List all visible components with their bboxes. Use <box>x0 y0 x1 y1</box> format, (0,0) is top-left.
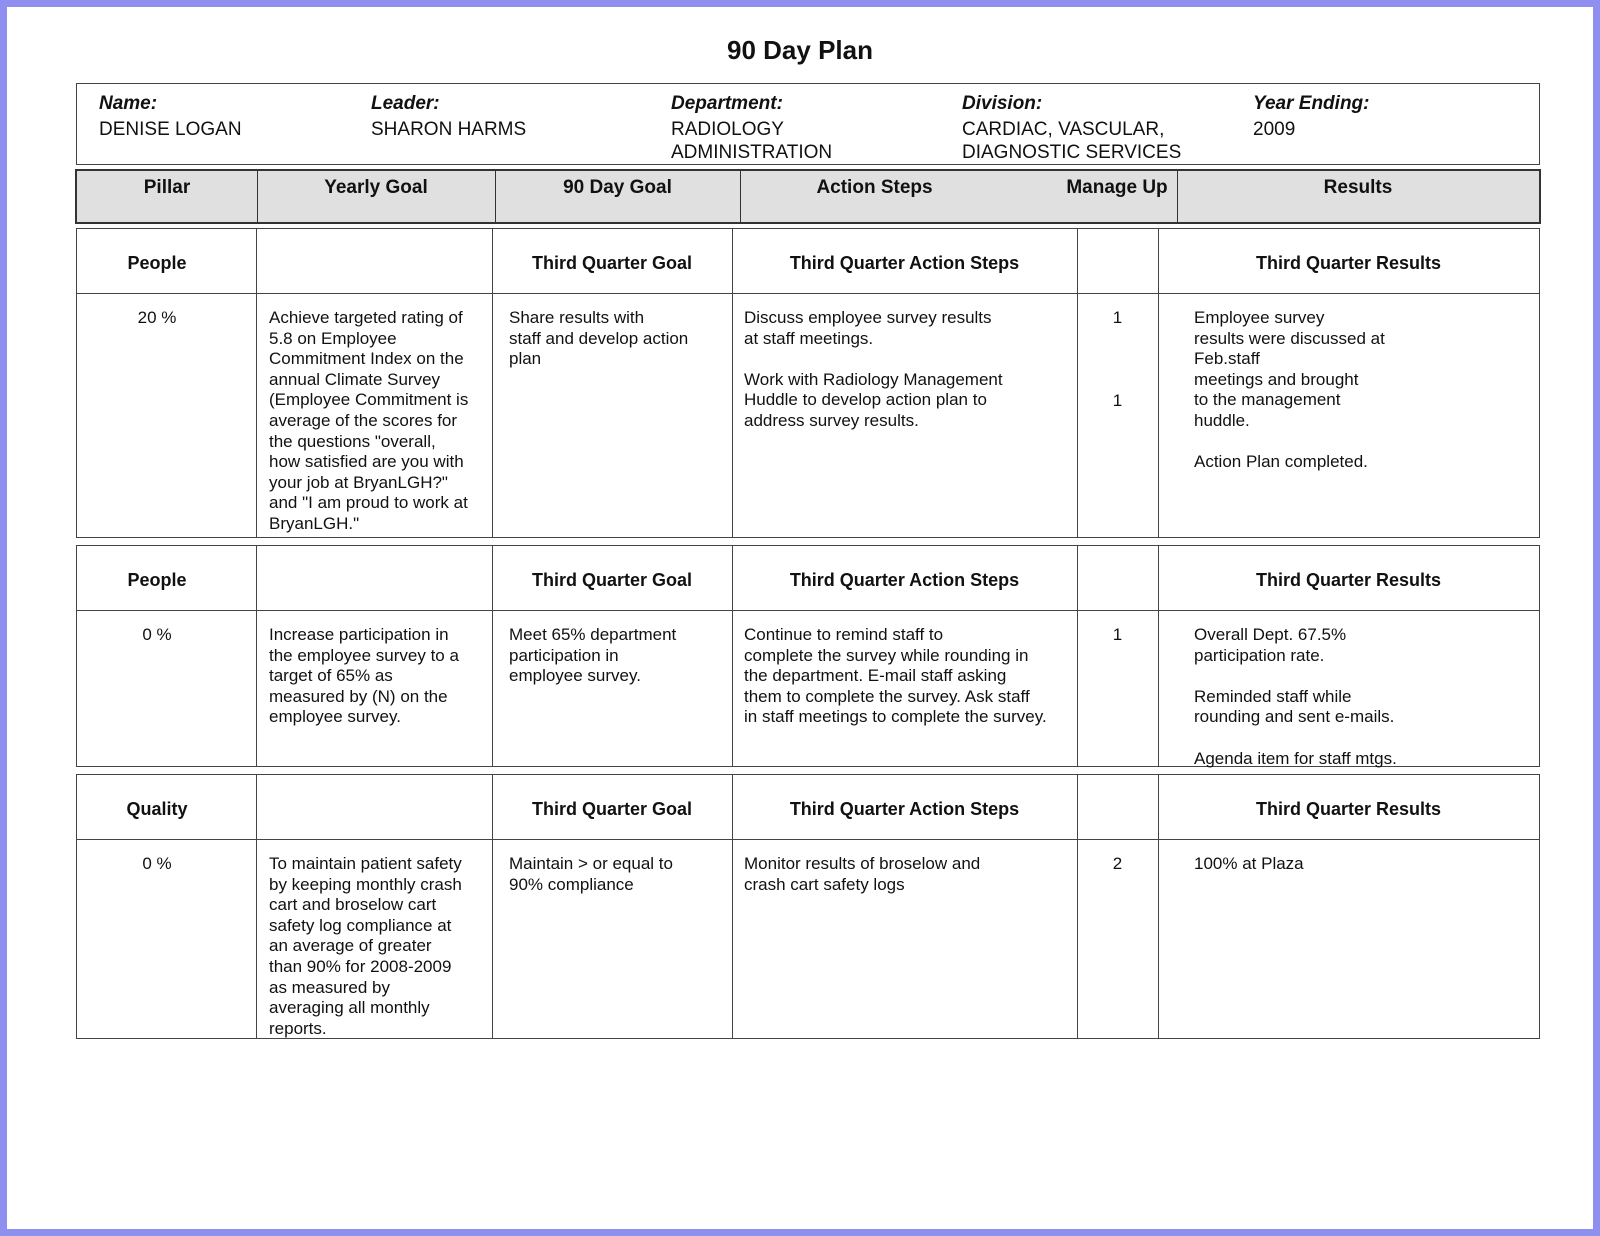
pillar-label: People <box>127 570 187 590</box>
year-ending-field <box>1253 92 1369 141</box>
day90-goal-text: Maintain > or equal to 90% compliance <box>509 854 673 894</box>
day90-goal-text: Meet 65% department participation in employee survey. <box>509 625 677 686</box>
header-manage-up: Manage Up <box>1066 177 1168 198</box>
quarter-results-heading: Third Quarter Results <box>1255 570 1442 590</box>
name-field <box>99 92 242 141</box>
quarter-action-heading: Third Quarter Action Steps <box>789 799 1020 819</box>
yearly-goal-text: Achieve targeted rating of 5.8 on Employee Commitment Index on the annual Climate Survey (Employee Commitment is average of the scores for the questions "overall, how satisfied are you with your job at BryanLGH?" and "I am proud to work at BryanLGH." <box>269 308 469 533</box>
pillar-label: People <box>127 253 187 273</box>
quarter-goal-heading: Third Quarter Goal <box>531 570 693 590</box>
day90-goal-text: Share results with staff and develop action plan <box>509 308 689 369</box>
header-pillar: Pillar <box>143 177 191 198</box>
quarter-results-heading: Third Quarter Results <box>1255 253 1442 273</box>
employee-info-box <box>76 83 1540 165</box>
action-steps-text: Continue to remind staff to complete the survey while rounding in the department. E-mail staff asking them to complete the survey. Ask staff in staff meetings to complete the survey. <box>744 625 1047 727</box>
leader-label: Leader: <box>371 93 440 114</box>
pillar-label: Quality <box>126 799 188 819</box>
manage-up-value: 1 <box>1112 391 1123 410</box>
division-value: CARDIAC, VASCULAR, DIAGNOSTIC SERVICES <box>962 119 1182 163</box>
table-header <box>75 169 1541 224</box>
pillar-percent: 0 % <box>142 854 172 873</box>
plan-row-block <box>76 774 1540 1039</box>
quarter-action-heading: Third Quarter Action Steps <box>789 570 1020 590</box>
quarter-goal-heading: Third Quarter Goal <box>531 253 693 273</box>
results-text: Overall Dept. 67.5% participation rate. Reminded staff while rounding and sent e-mails. Agenda item for staff mtgs. <box>1194 625 1397 768</box>
quarter-results-heading: Third Quarter Results <box>1255 799 1442 819</box>
yearly-goal-text: Increase participation in the employee survey to a target of 65% as measured by (N) on the employee survey. <box>269 625 459 727</box>
yearly-goal-text: To maintain patient safety by keeping monthly crash cart and broselow cart safety log compliance at an average of greater than 90% for 2008-2009 as measured by averaging all monthly reports. <box>269 854 462 1038</box>
page-title: 90 Day Plan <box>727 35 873 65</box>
header-results: Results <box>1323 177 1393 198</box>
division-label: Division: <box>962 93 1043 114</box>
results-text: Employee survey results were discussed at Feb.staff meetings and brought to the management huddle. Action Plan completed. <box>1194 308 1385 472</box>
header-action-steps: Action Steps <box>816 177 933 198</box>
results-text: 100% at Plaza <box>1194 854 1304 873</box>
name-label: Name: <box>99 93 158 114</box>
year-ending-value: 2009 <box>1253 119 1296 140</box>
name-value: DENISE LOGAN <box>99 119 242 140</box>
pillar-percent: 0 % <box>142 625 172 644</box>
quarter-action-heading: Third Quarter Action Steps <box>789 253 1020 273</box>
manage-up-value: 1 <box>1112 625 1123 644</box>
manage-up-value: 2 <box>1112 854 1123 873</box>
action-steps-text: Monitor results of broselow and crash cart safety logs <box>744 854 981 894</box>
action-steps-text: Discuss employee survey results at staff meetings. Work with Radiology Management Huddle to develop action plan to address survey results. <box>744 308 1003 430</box>
department-label: Department: <box>671 93 783 114</box>
plan-row-block <box>76 545 1540 767</box>
pillar-percent: 20 % <box>137 308 177 327</box>
department-field <box>671 92 832 164</box>
leader-field <box>371 92 526 141</box>
header-90-day-goal: 90 Day Goal <box>563 177 672 198</box>
header-yearly-goal: Yearly Goal <box>324 177 428 198</box>
department-value: RADIOLOGY ADMINISTRATION <box>671 119 833 163</box>
manage-up-value: 1 <box>1112 308 1123 327</box>
division-field <box>962 92 1181 164</box>
plan-row-block <box>76 228 1540 538</box>
quarter-goal-heading: Third Quarter Goal <box>531 799 693 819</box>
year-ending-label: Year Ending: <box>1253 93 1370 114</box>
leader-value: SHARON HARMS <box>371 119 527 140</box>
